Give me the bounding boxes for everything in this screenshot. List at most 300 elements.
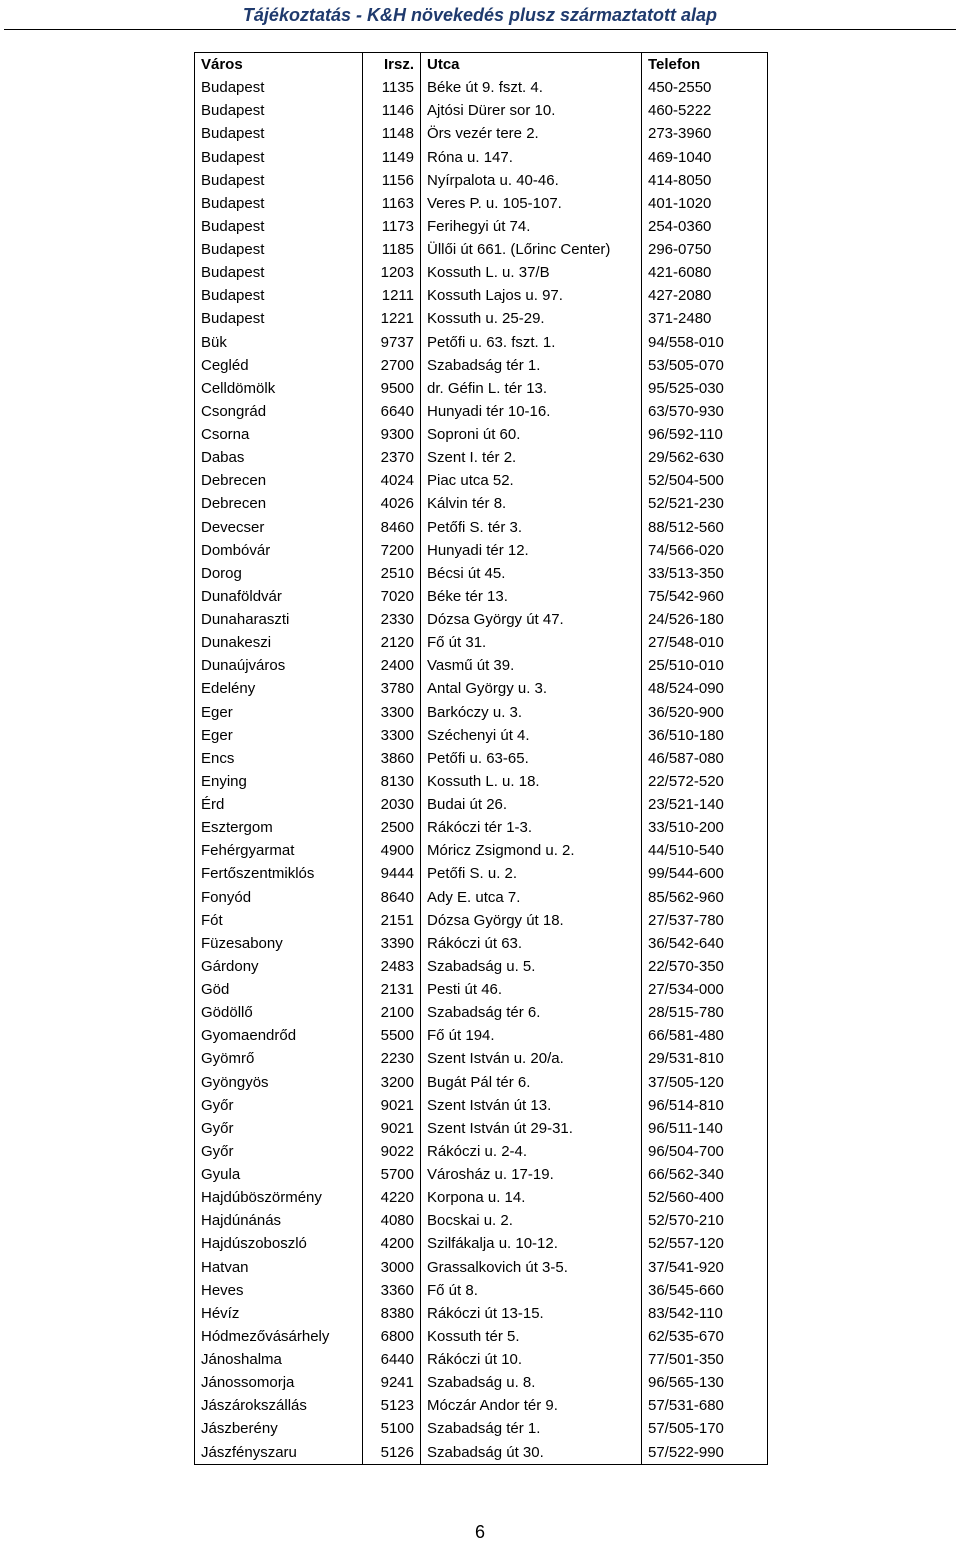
table-row <box>195 492 768 515</box>
zip-cell: 2483 <box>363 955 421 978</box>
table-row <box>195 307 768 330</box>
street-cell: Soproni út 60. <box>421 423 642 446</box>
street-cell: Móczár Andor tér 9. <box>421 1394 642 1417</box>
city-cell: Enying <box>195 770 363 793</box>
zip-cell: 1203 <box>363 261 421 284</box>
zip-cell: 4200 <box>363 1232 421 1255</box>
city-cell: Budapest <box>195 122 363 145</box>
table-row <box>195 1001 768 1024</box>
city-cell: Budapest <box>195 192 363 215</box>
table-row <box>195 192 768 215</box>
city-cell: Csorna <box>195 423 363 446</box>
zip-cell: 2500 <box>363 816 421 839</box>
street-cell: Piac utca 52. <box>421 469 642 492</box>
zip-cell: 2151 <box>363 909 421 932</box>
table-row <box>195 1256 768 1279</box>
phone-cell: 66/562-340 <box>642 1163 768 1186</box>
zip-cell: 5700 <box>363 1163 421 1186</box>
city-cell: Gödöllő <box>195 1001 363 1024</box>
street-cell: Béke út 9. fszt. 4. <box>421 76 642 99</box>
street-cell: Ferihegyi út 74. <box>421 215 642 238</box>
table-row <box>195 99 768 122</box>
city-cell: Budapest <box>195 76 363 99</box>
city-cell: Budapest <box>195 238 363 261</box>
branch-table <box>194 52 768 1465</box>
city-cell: Dombóvár <box>195 539 363 562</box>
table-row <box>195 1302 768 1325</box>
city-cell: Gyöngyös <box>195 1071 363 1094</box>
street-cell: Szent István u. 20/a. <box>421 1047 642 1070</box>
phone-cell: 52/521-230 <box>642 492 768 515</box>
phone-cell: 44/510-540 <box>642 839 768 862</box>
phone-cell: 96/514-810 <box>642 1094 768 1117</box>
phone-cell: 52/560-400 <box>642 1186 768 1209</box>
street-cell: Kossuth Lajos u. 97. <box>421 284 642 307</box>
street-cell: Fő út 194. <box>421 1024 642 1047</box>
zip-cell: 3360 <box>363 1279 421 1302</box>
phone-cell: 94/558-010 <box>642 331 768 354</box>
zip-cell: 4900 <box>363 839 421 862</box>
street-cell: Üllői út 661. (Lőrinc Center) <box>421 238 642 261</box>
phone-cell: 29/531-810 <box>642 1047 768 1070</box>
street-cell: Szent István út 29-31. <box>421 1117 642 1140</box>
street-cell: Szabadság u. 5. <box>421 955 642 978</box>
column-header-city: Város <box>195 53 363 77</box>
city-cell: Jánossomorja <box>195 1371 363 1394</box>
phone-cell: 48/524-090 <box>642 677 768 700</box>
table-row <box>195 169 768 192</box>
city-cell: Esztergom <box>195 816 363 839</box>
city-cell: Heves <box>195 1279 363 1302</box>
phone-cell: 66/581-480 <box>642 1024 768 1047</box>
zip-cell: 2330 <box>363 608 421 631</box>
street-cell: Kossuth tér 5. <box>421 1325 642 1348</box>
city-cell: Győr <box>195 1117 363 1140</box>
table-row <box>195 331 768 354</box>
table-row <box>195 1441 768 1465</box>
city-cell: Debrecen <box>195 469 363 492</box>
zip-cell: 8380 <box>363 1302 421 1325</box>
phone-cell: 99/544-600 <box>642 862 768 885</box>
street-cell: Petőfi S. tér 3. <box>421 516 642 539</box>
city-cell: Budapest <box>195 215 363 238</box>
street-cell: Barkóczy u. 3. <box>421 701 642 724</box>
zip-cell: 2131 <box>363 978 421 1001</box>
city-cell: Érd <box>195 793 363 816</box>
street-cell: Rákóczi út 63. <box>421 932 642 955</box>
table-row <box>195 978 768 1001</box>
city-cell: Csongrád <box>195 400 363 423</box>
table-row <box>195 122 768 145</box>
table-row <box>195 955 768 978</box>
phone-cell: 371-2480 <box>642 307 768 330</box>
zip-cell: 9021 <box>363 1117 421 1140</box>
table-header-row <box>195 53 768 77</box>
phone-cell: 27/534-000 <box>642 978 768 1001</box>
phone-cell: 27/548-010 <box>642 631 768 654</box>
city-cell: Jászárokszállás <box>195 1394 363 1417</box>
zip-cell: 4080 <box>363 1209 421 1232</box>
column-header-street: Utca <box>421 53 642 77</box>
table-row <box>195 261 768 284</box>
phone-cell: 25/510-010 <box>642 654 768 677</box>
city-cell: Győr <box>195 1094 363 1117</box>
phone-cell: 77/501-350 <box>642 1348 768 1371</box>
phone-cell: 95/525-030 <box>642 377 768 400</box>
phone-cell: 36/510-180 <box>642 724 768 747</box>
phone-cell: 53/505-070 <box>642 354 768 377</box>
city-cell: Gyömrő <box>195 1047 363 1070</box>
table-row <box>195 1117 768 1140</box>
table-row <box>195 146 768 169</box>
city-cell: Fertőszentmiklós <box>195 862 363 885</box>
phone-cell: 83/542-110 <box>642 1302 768 1325</box>
street-cell: Vasmű út 39. <box>421 654 642 677</box>
zip-cell: 6640 <box>363 400 421 423</box>
zip-cell: 3860 <box>363 747 421 770</box>
table-row <box>195 1094 768 1117</box>
phone-cell: 36/520-900 <box>642 701 768 724</box>
phone-cell: 427-2080 <box>642 284 768 307</box>
zip-cell: 8130 <box>363 770 421 793</box>
street-cell: Szabadság tér 1. <box>421 354 642 377</box>
phone-cell: 33/510-200 <box>642 816 768 839</box>
zip-cell: 7200 <box>363 539 421 562</box>
phone-cell: 46/587-080 <box>642 747 768 770</box>
street-cell: Veres P. u. 105-107. <box>421 192 642 215</box>
header-divider <box>4 29 956 30</box>
zip-cell: 1173 <box>363 215 421 238</box>
table-row <box>195 1024 768 1047</box>
zip-cell: 2370 <box>363 446 421 469</box>
city-cell: Jászfényszaru <box>195 1441 363 1465</box>
table-row <box>195 76 768 99</box>
phone-cell: 96/511-140 <box>642 1117 768 1140</box>
street-cell: Grassalkovich út 3-5. <box>421 1256 642 1279</box>
table-row <box>195 677 768 700</box>
street-cell: Antal György u. 3. <box>421 677 642 700</box>
city-cell: Fehérgyarmat <box>195 839 363 862</box>
street-cell: Rákóczi u. 2-4. <box>421 1140 642 1163</box>
street-cell: Rákóczi tér 1-3. <box>421 816 642 839</box>
city-cell: Eger <box>195 701 363 724</box>
page-number: 6 <box>474 1522 485 1542</box>
street-cell: Petőfi u. 63. fszt. 1. <box>421 331 642 354</box>
zip-cell: 3200 <box>363 1071 421 1094</box>
street-cell: Kossuth L. u. 18. <box>421 770 642 793</box>
city-cell: Jászberény <box>195 1417 363 1440</box>
zip-cell: 9737 <box>363 331 421 354</box>
city-cell: Fonyód <box>195 886 363 909</box>
city-cell: Encs <box>195 747 363 770</box>
table-row <box>195 539 768 562</box>
table-row <box>195 1071 768 1094</box>
street-cell: Városház u. 17-19. <box>421 1163 642 1186</box>
phone-cell: 460-5222 <box>642 99 768 122</box>
zip-cell: 6440 <box>363 1348 421 1371</box>
table-row <box>195 724 768 747</box>
phone-cell: 22/570-350 <box>642 955 768 978</box>
street-cell: Móricz Zsigmond u. 2. <box>421 839 642 862</box>
street-cell: Szent István út 13. <box>421 1094 642 1117</box>
zip-cell: 1221 <box>363 307 421 330</box>
zip-cell: 7020 <box>363 585 421 608</box>
table-row <box>195 400 768 423</box>
phone-cell: 57/531-680 <box>642 1394 768 1417</box>
table-row <box>195 354 768 377</box>
city-cell: Budapest <box>195 284 363 307</box>
city-cell: Dunaharaszti <box>195 608 363 631</box>
zip-cell: 6800 <box>363 1325 421 1348</box>
street-cell: Petőfi S. u. 2. <box>421 862 642 885</box>
column-header-phone: Telefon <box>642 53 768 77</box>
phone-cell: 88/512-560 <box>642 516 768 539</box>
phone-cell: 96/592-110 <box>642 423 768 446</box>
zip-cell: 8640 <box>363 886 421 909</box>
table-row <box>195 215 768 238</box>
city-cell: Dabas <box>195 446 363 469</box>
city-cell: Budapest <box>195 146 363 169</box>
zip-cell: 9021 <box>363 1094 421 1117</box>
city-cell: Győr <box>195 1140 363 1163</box>
table-row <box>195 1047 768 1070</box>
phone-cell: 469-1040 <box>642 146 768 169</box>
city-cell: Fót <box>195 909 363 932</box>
city-cell: Füzesabony <box>195 932 363 955</box>
street-cell: Szabadság út 30. <box>421 1441 642 1465</box>
table-row <box>195 909 768 932</box>
street-cell: Dózsa György út 18. <box>421 909 642 932</box>
zip-cell: 5100 <box>363 1417 421 1440</box>
table-row <box>195 1417 768 1440</box>
zip-cell: 9500 <box>363 377 421 400</box>
street-cell: Róna u. 147. <box>421 146 642 169</box>
city-cell: Debrecen <box>195 492 363 515</box>
zip-cell: 8460 <box>363 516 421 539</box>
phone-cell: 27/537-780 <box>642 909 768 932</box>
zip-cell: 2030 <box>363 793 421 816</box>
street-cell: Kossuth u. 25-29. <box>421 307 642 330</box>
table-row <box>195 1232 768 1255</box>
phone-cell: 421-6080 <box>642 261 768 284</box>
zip-cell: 3390 <box>363 932 421 955</box>
street-cell: Szabadság u. 8. <box>421 1371 642 1394</box>
zip-cell: 3780 <box>363 677 421 700</box>
street-cell: Szilfákalja u. 10-12. <box>421 1232 642 1255</box>
street-cell: dr. Géfin L. tér 13. <box>421 377 642 400</box>
street-cell: Korpona u. 14. <box>421 1186 642 1209</box>
street-cell: Kálvin tér 8. <box>421 492 642 515</box>
phone-cell: 75/542-960 <box>642 585 768 608</box>
zip-cell: 9300 <box>363 423 421 446</box>
zip-cell: 3000 <box>363 1256 421 1279</box>
zip-cell: 1148 <box>363 122 421 145</box>
street-cell: Hunyadi tér 10-16. <box>421 400 642 423</box>
table-row <box>195 562 768 585</box>
city-cell: Eger <box>195 724 363 747</box>
city-cell: Hódmezővásárhely <box>195 1325 363 1348</box>
city-cell: Hajdúnánás <box>195 1209 363 1232</box>
table-row <box>195 816 768 839</box>
zip-cell: 5500 <box>363 1024 421 1047</box>
street-cell: Kossuth L. u. 37/B <box>421 261 642 284</box>
zip-cell: 1156 <box>363 169 421 192</box>
phone-cell: 37/541-920 <box>642 1256 768 1279</box>
city-cell: Edelény <box>195 677 363 700</box>
table-row <box>195 932 768 955</box>
table-row <box>195 747 768 770</box>
table-row <box>195 862 768 885</box>
phone-cell: 52/557-120 <box>642 1232 768 1255</box>
street-cell: Rákóczi út 13-15. <box>421 1302 642 1325</box>
phone-cell: 96/565-130 <box>642 1371 768 1394</box>
phone-cell: 52/504-500 <box>642 469 768 492</box>
city-cell: Hajdúszoboszló <box>195 1232 363 1255</box>
street-cell: Bécsi út 45. <box>421 562 642 585</box>
city-cell: Jánoshalma <box>195 1348 363 1371</box>
table-row <box>195 377 768 400</box>
zip-cell: 4026 <box>363 492 421 515</box>
phone-cell: 414-8050 <box>642 169 768 192</box>
city-cell: Gárdony <box>195 955 363 978</box>
city-cell: Cegléd <box>195 354 363 377</box>
street-cell: Szabadság tér 1. <box>421 1417 642 1440</box>
city-cell: Devecser <box>195 516 363 539</box>
city-cell: Hajdúböszörmény <box>195 1186 363 1209</box>
city-cell: Gyula <box>195 1163 363 1186</box>
street-cell: Rákóczi út 10. <box>421 1348 642 1371</box>
table-row <box>195 1209 768 1232</box>
zip-cell: 2120 <box>363 631 421 654</box>
phone-cell: 22/572-520 <box>642 770 768 793</box>
phone-cell: 450-2550 <box>642 76 768 99</box>
table-row <box>195 423 768 446</box>
street-cell: Petőfi u. 63-65. <box>421 747 642 770</box>
city-cell: Hévíz <box>195 1302 363 1325</box>
zip-cell: 1163 <box>363 192 421 215</box>
phone-cell: 74/566-020 <box>642 539 768 562</box>
phone-cell: 24/526-180 <box>642 608 768 631</box>
phone-cell: 36/545-660 <box>642 1279 768 1302</box>
zip-cell: 2100 <box>363 1001 421 1024</box>
street-cell: Ajtósi Dürer sor 10. <box>421 99 642 122</box>
zip-cell: 9022 <box>363 1140 421 1163</box>
phone-cell: 254-0360 <box>642 215 768 238</box>
phone-cell: 57/505-170 <box>642 1417 768 1440</box>
table-row <box>195 1186 768 1209</box>
city-cell: Budapest <box>195 307 363 330</box>
phone-cell: 37/505-120 <box>642 1071 768 1094</box>
city-cell: Celldömölk <box>195 377 363 400</box>
street-cell: Budai út 26. <box>421 793 642 816</box>
city-cell: Bük <box>195 331 363 354</box>
city-cell: Gyomaendrőd <box>195 1024 363 1047</box>
city-cell: Budapest <box>195 169 363 192</box>
phone-cell: 28/515-780 <box>642 1001 768 1024</box>
zip-cell: 5123 <box>363 1394 421 1417</box>
table-row <box>195 1394 768 1417</box>
phone-cell: 52/570-210 <box>642 1209 768 1232</box>
phone-cell: 296-0750 <box>642 238 768 261</box>
city-cell: Budapest <box>195 261 363 284</box>
phone-cell: 29/562-630 <box>642 446 768 469</box>
table-row <box>195 654 768 677</box>
zip-cell: 1185 <box>363 238 421 261</box>
table-row <box>195 1348 768 1371</box>
city-cell: Göd <box>195 978 363 1001</box>
street-cell: Szabadság tér 6. <box>421 1001 642 1024</box>
phone-cell: 23/521-140 <box>642 793 768 816</box>
phone-cell: 62/535-670 <box>642 1325 768 1348</box>
table-row <box>195 839 768 862</box>
table-row <box>195 1279 768 1302</box>
phone-cell: 401-1020 <box>642 192 768 215</box>
table-row <box>195 631 768 654</box>
table-row <box>195 770 768 793</box>
street-cell: Széchenyi út 4. <box>421 724 642 747</box>
city-cell: Dunaújváros <box>195 654 363 677</box>
table-row <box>195 1163 768 1186</box>
zip-cell: 4220 <box>363 1186 421 1209</box>
zip-cell: 1146 <box>363 99 421 122</box>
zip-cell: 1211 <box>363 284 421 307</box>
zip-cell: 3300 <box>363 724 421 747</box>
phone-cell: 96/504-700 <box>642 1140 768 1163</box>
street-cell: Béke tér 13. <box>421 585 642 608</box>
street-cell: Ady E. utca 7. <box>421 886 642 909</box>
table-row <box>195 238 768 261</box>
table-row <box>195 701 768 724</box>
table-row <box>195 446 768 469</box>
street-cell: Bocskai u. 2. <box>421 1209 642 1232</box>
zip-cell: 9444 <box>363 862 421 885</box>
city-cell: Hatvan <box>195 1256 363 1279</box>
street-cell: Fő út 8. <box>421 1279 642 1302</box>
table-row <box>195 1140 768 1163</box>
column-header-zip: Irsz. <box>363 53 421 77</box>
table-row <box>195 1325 768 1348</box>
table-row <box>195 284 768 307</box>
table-row <box>195 516 768 539</box>
phone-cell: 85/562-960 <box>642 886 768 909</box>
table-row <box>195 585 768 608</box>
page-header-title: Tájékoztatás - K&H növekedés plusz származtatott alap <box>242 5 718 25</box>
phone-cell: 33/513-350 <box>642 562 768 585</box>
city-cell: Dunakeszi <box>195 631 363 654</box>
table-row <box>195 1371 768 1394</box>
zip-cell: 1149 <box>363 146 421 169</box>
zip-cell: 2700 <box>363 354 421 377</box>
zip-cell: 3300 <box>363 701 421 724</box>
street-cell: Bugát Pál tér 6. <box>421 1071 642 1094</box>
street-cell: Hunyadi tér 12. <box>421 539 642 562</box>
street-cell: Szent I. tér 2. <box>421 446 642 469</box>
zip-cell: 1135 <box>363 76 421 99</box>
phone-cell: 273-3960 <box>642 122 768 145</box>
zip-cell: 9241 <box>363 1371 421 1394</box>
phone-cell: 36/542-640 <box>642 932 768 955</box>
zip-cell: 2400 <box>363 654 421 677</box>
street-cell: Dózsa György út 47. <box>421 608 642 631</box>
table-row <box>195 793 768 816</box>
street-cell: Nyírpalota u. 40-46. <box>421 169 642 192</box>
table-row <box>195 886 768 909</box>
city-cell: Budapest <box>195 99 363 122</box>
phone-cell: 57/522-990 <box>642 1441 768 1465</box>
table-row <box>195 469 768 492</box>
table-row <box>195 608 768 631</box>
street-cell: Örs vezér tere 2. <box>421 122 642 145</box>
